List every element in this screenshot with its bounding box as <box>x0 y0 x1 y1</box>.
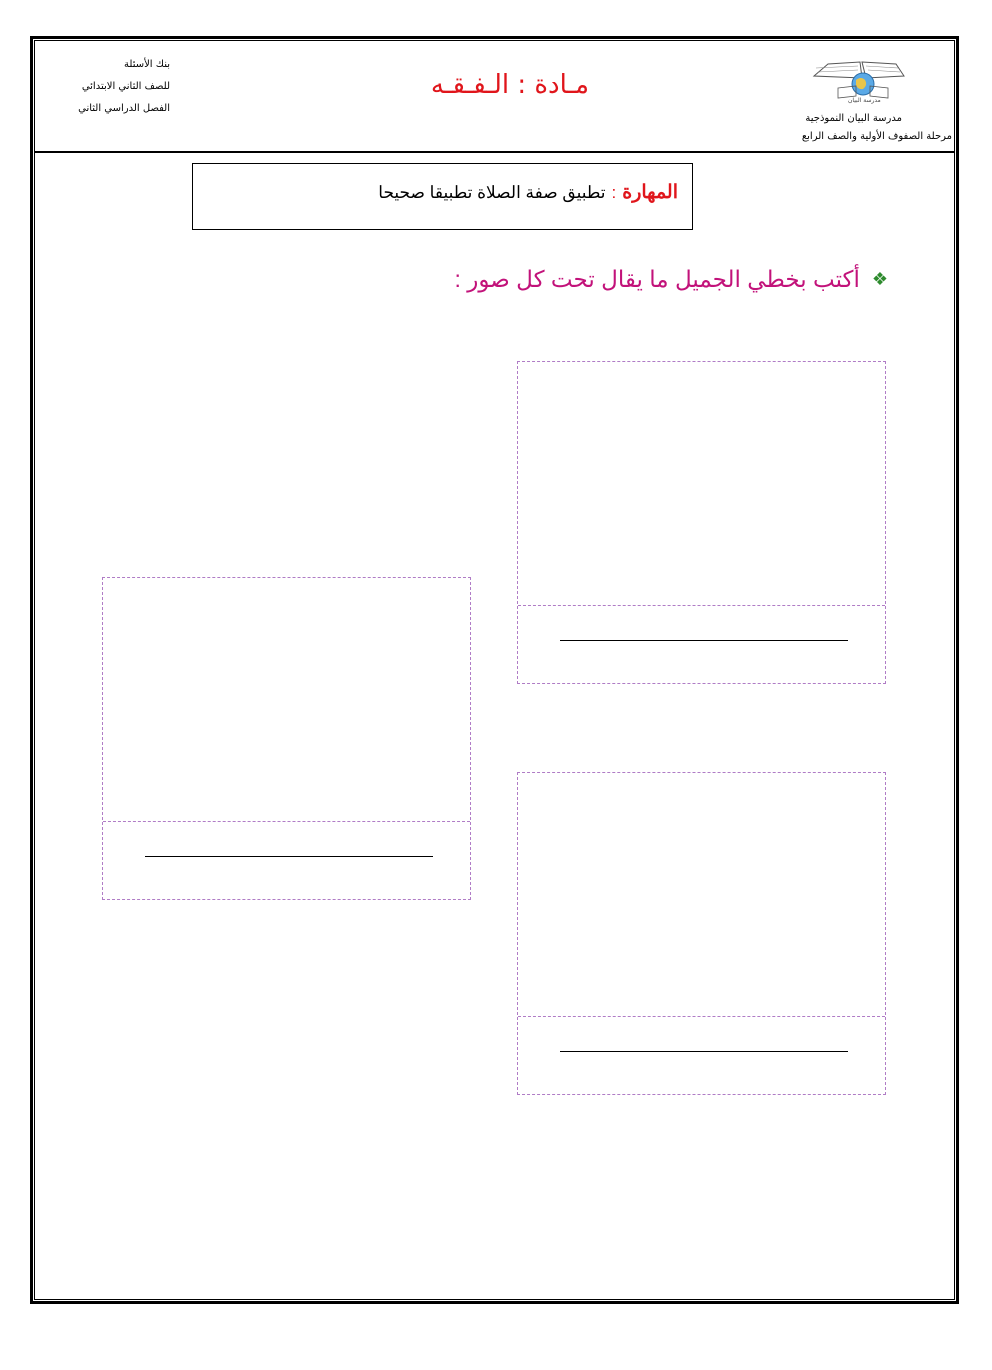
picture-area-3 <box>518 773 885 1016</box>
diamond-bullet-icon: ❖ <box>871 269 888 289</box>
picture-area-1 <box>518 362 885 605</box>
skill-separator: : <box>611 183 617 202</box>
picture-area-2 <box>103 578 470 821</box>
subject-title: مـادة : الـفـقـه <box>430 70 590 100</box>
skill-text: تطبيق صفة الصلاة تطبيقا صحيحا <box>378 183 606 202</box>
answer-line-3[interactable] <box>560 1051 848 1052</box>
school-logo <box>808 56 908 104</box>
school-stage: مرحلة الصفوف الأولية والصف الرابع <box>801 131 952 142</box>
skill-box <box>192 163 693 230</box>
picture-card-3 <box>517 772 886 1095</box>
question-bank-info <box>40 54 170 120</box>
card-divider-2 <box>103 821 470 822</box>
answer-line-1[interactable] <box>560 640 848 641</box>
school-name: مدرسة البيان النموذجية <box>805 113 902 124</box>
school-info <box>690 110 952 146</box>
question-bank-title: بنك الأسئلة <box>124 59 170 70</box>
instruction-text: أكتب بخطي الجميل ما يقال تحت كل صور : <box>454 266 860 292</box>
skill-label: المهارة <box>622 182 678 203</box>
answer-line-2[interactable] <box>145 856 433 857</box>
skill-statement <box>378 181 678 204</box>
grade-label: للصف الثاني الابتدائي <box>81 81 170 92</box>
picture-card-1 <box>517 361 886 684</box>
instruction <box>454 266 888 293</box>
header-divider <box>34 151 955 153</box>
picture-card-2 <box>102 577 471 900</box>
card-divider-3 <box>518 1016 885 1017</box>
logo-caption: مدرسة البيان <box>848 97 881 104</box>
semester-label: الفصل الدراسي الثاني <box>78 103 170 114</box>
card-divider-1 <box>518 605 885 606</box>
